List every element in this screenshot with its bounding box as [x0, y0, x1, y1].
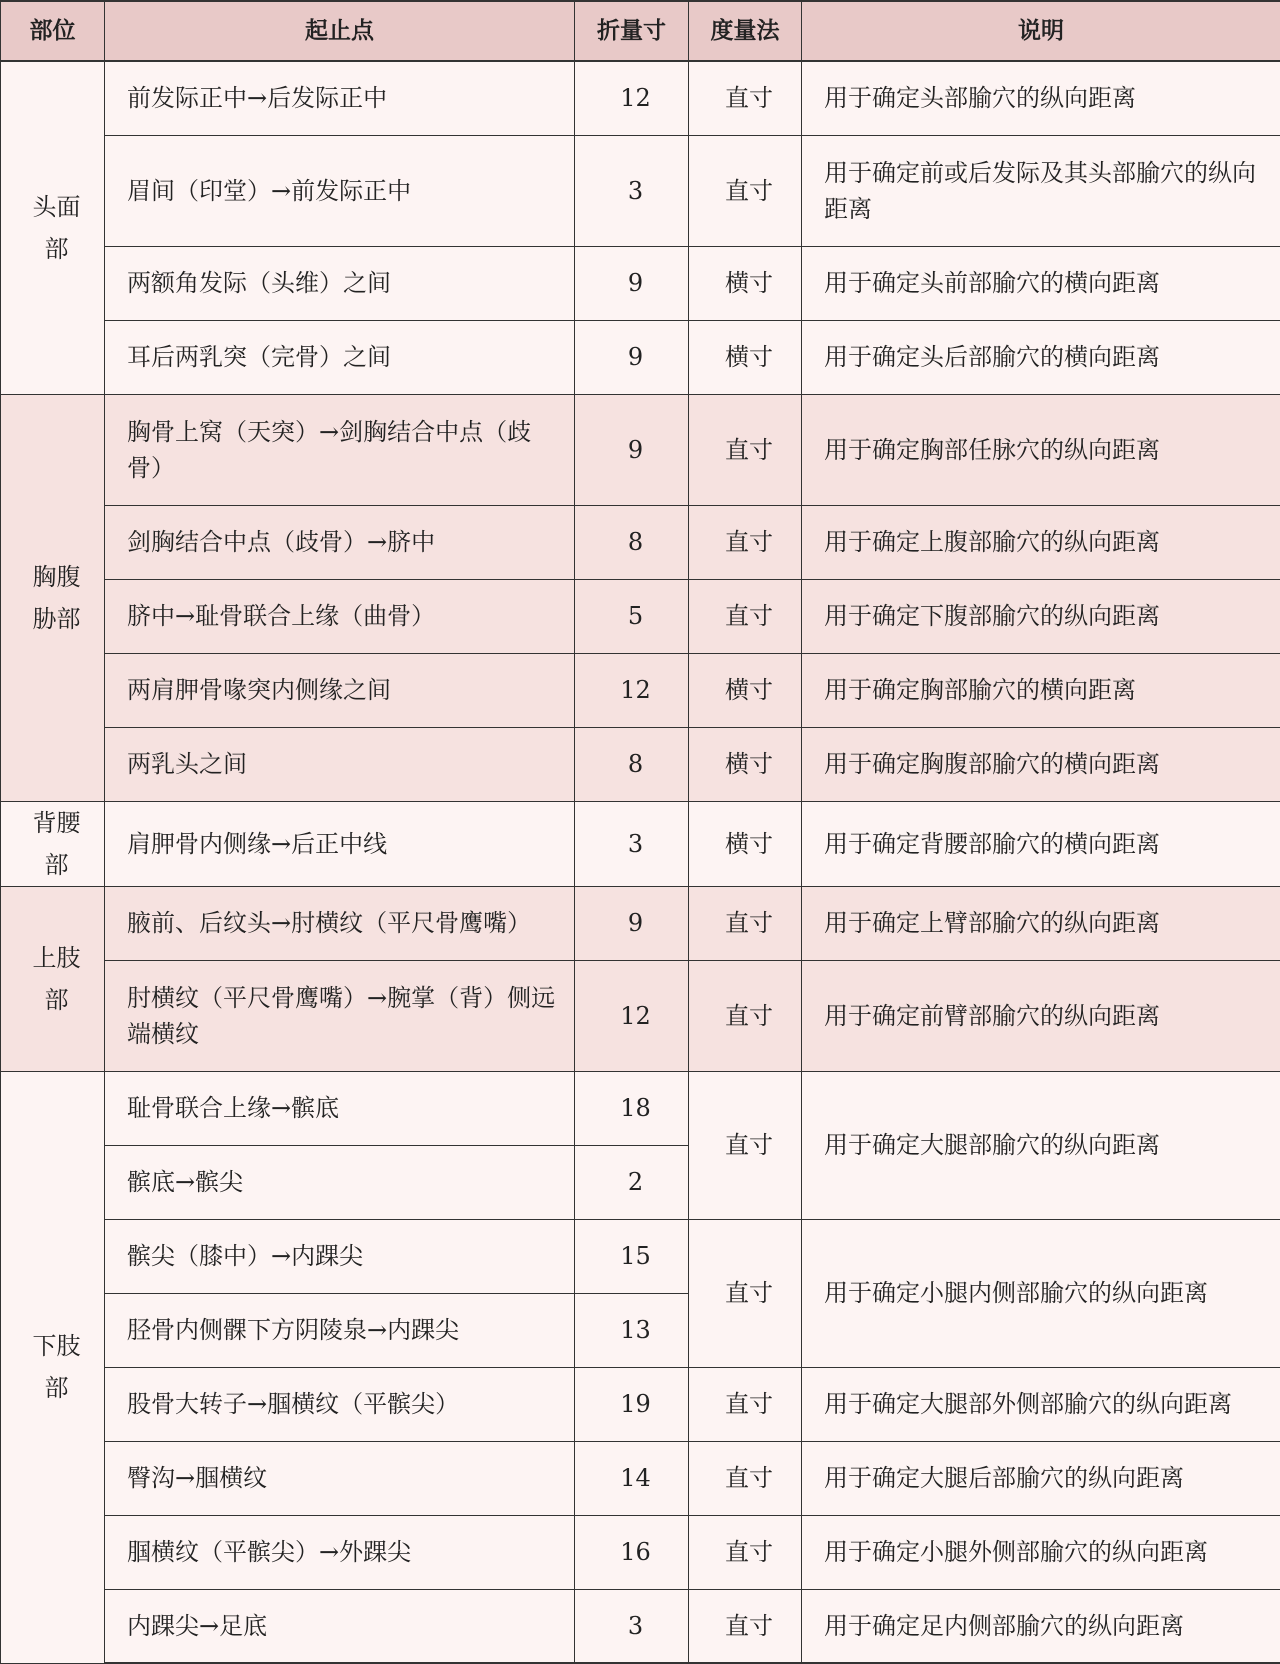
table-row: [1, 886, 1280, 960]
method-cell: 横寸: [689, 727, 802, 801]
description-cell: 用于确定前或后发际及其头部腧穴的纵向距离: [802, 135, 1280, 246]
cun-cell: 3: [575, 1589, 689, 1663]
points-cell: 眉间（印堂）→前发际正中: [105, 135, 575, 246]
description-cell: 用于确定胸腹部腧穴的横向距离: [802, 727, 1280, 801]
table-row: [1, 135, 1280, 246]
region-cell-back: 背腰部: [1, 801, 105, 886]
cun-cell: 16: [575, 1515, 689, 1589]
points-cell: 脐中→耻骨联合上缘（曲骨）: [105, 579, 575, 653]
points-cell: 胸骨上窝（天突）→剑胸结合中点（歧骨）: [105, 394, 575, 505]
description-cell: 用于确定大腿部腧穴的纵向距离: [802, 1071, 1280, 1219]
cun-cell: 9: [575, 394, 689, 505]
table-row: [1, 801, 1280, 886]
points-cell: 两乳头之间: [105, 727, 575, 801]
description-cell: 用于确定大腿部外侧部腧穴的纵向距离: [802, 1367, 1280, 1441]
method-cell: 直寸: [689, 505, 802, 579]
table-row: [1, 653, 1280, 727]
description-cell: 用于确定小腿内侧部腧穴的纵向距离: [802, 1219, 1280, 1367]
description-cell: 用于确定小腿外侧部腧穴的纵向距离: [802, 1515, 1280, 1589]
cun-cell: 15: [575, 1219, 689, 1293]
cun-cell: 8: [575, 727, 689, 801]
points-cell: 耻骨联合上缘→髌底: [105, 1071, 575, 1145]
points-cell: 耳后两乳突（完骨）之间: [105, 320, 575, 394]
points-cell: 肘横纹（平尺骨鹰嘴）→腕掌（背）侧远端横纹: [105, 960, 575, 1071]
method-cell: 直寸: [689, 960, 802, 1071]
description-cell: 用于确定前臂部腧穴的纵向距离: [802, 960, 1280, 1071]
description-cell: 用于确定下腹部腧穴的纵向距离: [802, 579, 1280, 653]
table-row: [1, 1071, 1280, 1145]
table-row: [1, 246, 1280, 320]
method-cell: 直寸: [689, 1515, 802, 1589]
table-row: [1, 61, 1280, 135]
method-cell: 横寸: [689, 653, 802, 727]
cun-cell: 12: [575, 61, 689, 135]
cun-cell: 8: [575, 505, 689, 579]
points-cell: 胫骨内侧髁下方阴陵泉→内踝尖: [105, 1293, 575, 1367]
method-cell: 直寸: [689, 1441, 802, 1515]
method-cell: 直寸: [689, 61, 802, 135]
header-method: 度量法: [689, 1, 802, 61]
cun-cell: 9: [575, 320, 689, 394]
cun-cell: 5: [575, 579, 689, 653]
cun-cell: 2: [575, 1145, 689, 1219]
cun-cell: 9: [575, 886, 689, 960]
cun-cell: 3: [575, 135, 689, 246]
header-description: 说明: [802, 1, 1280, 61]
points-cell: 剑胸结合中点（歧骨）→脐中: [105, 505, 575, 579]
method-cell: 直寸: [689, 886, 802, 960]
method-cell: 横寸: [689, 801, 802, 886]
table-row: [1, 727, 1280, 801]
table-row: [1, 1441, 1280, 1515]
description-cell: 用于确定背腰部腧穴的横向距离: [802, 801, 1280, 886]
description-cell: 用于确定胸部腧穴的横向距离: [802, 653, 1280, 727]
table-row: [1, 1589, 1280, 1663]
description-cell: 用于确定头后部腧穴的横向距离: [802, 320, 1280, 394]
region-cell-lower-limb: 下肢部: [1, 1071, 105, 1663]
description-cell: 用于确定上臂部腧穴的纵向距离: [802, 886, 1280, 960]
header-cun: 折量寸: [575, 1, 689, 61]
table-row: [1, 320, 1280, 394]
description-cell: 用于确定足内侧部腧穴的纵向距离: [802, 1589, 1280, 1663]
points-cell: 髌底→髌尖: [105, 1145, 575, 1219]
header-points: 起止点: [105, 1, 575, 61]
region-cell-chest-abdomen: 胸腹 胁部: [1, 394, 105, 801]
region-cell-head: 头面部: [1, 61, 105, 394]
description-cell: 用于确定头前部腧穴的横向距离: [802, 246, 1280, 320]
method-cell: 直寸: [689, 579, 802, 653]
cun-cell: 18: [575, 1071, 689, 1145]
description-cell: 用于确定上腹部腧穴的纵向距离: [802, 505, 1280, 579]
points-cell: 肩胛骨内侧缘→后正中线: [105, 801, 575, 886]
description-cell: 用于确定胸部任脉穴的纵向距离: [802, 394, 1280, 505]
points-cell: 腋前、后纹头→肘横纹（平尺骨鹰嘴）: [105, 886, 575, 960]
points-cell: 腘横纹（平髌尖）→外踝尖: [105, 1515, 575, 1589]
table-row: [1, 1515, 1280, 1589]
method-cell: 直寸: [689, 1219, 802, 1367]
method-cell: 横寸: [689, 246, 802, 320]
cun-cell: 9: [575, 246, 689, 320]
table-row: [1, 505, 1280, 579]
points-cell: 前发际正中→后发际正中: [105, 61, 575, 135]
method-cell: 直寸: [689, 1071, 802, 1219]
cun-cell: 12: [575, 960, 689, 1071]
points-cell: 髌尖（膝中）→内踝尖: [105, 1219, 575, 1293]
table-row: [1, 1367, 1280, 1441]
table-row: [1, 579, 1280, 653]
cun-cell: 19: [575, 1367, 689, 1441]
table-row: [1, 1219, 1280, 1293]
method-cell: 直寸: [689, 135, 802, 246]
table-row: [1, 394, 1280, 505]
cun-cell: 14: [575, 1441, 689, 1515]
table-row: [1, 960, 1280, 1071]
method-cell: 直寸: [689, 1367, 802, 1441]
cun-cell: 3: [575, 801, 689, 886]
region-cell-upper-limb: 上肢部: [1, 886, 105, 1071]
points-cell: 内踝尖→足底: [105, 1589, 575, 1663]
cun-cell: 13: [575, 1293, 689, 1367]
description-cell: 用于确定大腿后部腧穴的纵向距离: [802, 1441, 1280, 1515]
points-cell: 两额角发际（头维）之间: [105, 246, 575, 320]
points-cell: 臀沟→腘横纹: [105, 1441, 575, 1515]
method-cell: 直寸: [689, 394, 802, 505]
points-cell: 两肩胛骨喙突内侧缘之间: [105, 653, 575, 727]
header-region: 部位: [1, 1, 105, 61]
description-cell: 用于确定头部腧穴的纵向距离: [802, 61, 1280, 135]
header-row: [1, 1, 1280, 61]
method-cell: 直寸: [689, 1589, 802, 1663]
cun-cell: 12: [575, 653, 689, 727]
method-cell: 横寸: [689, 320, 802, 394]
points-cell: 股骨大转子→腘横纹（平髌尖）: [105, 1367, 575, 1441]
